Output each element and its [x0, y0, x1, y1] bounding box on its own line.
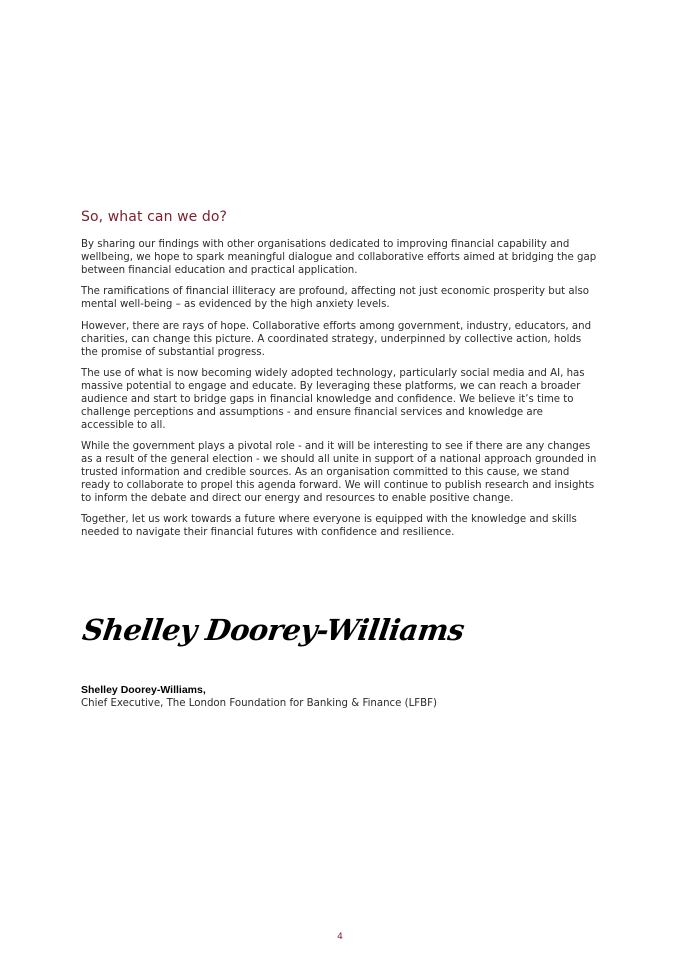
- signer-role: Chief Executive, The London Foundation for Banking & Finance (LFBF): [81, 698, 437, 709]
- page-number: 4: [337, 932, 343, 942]
- signer-name: Shelley Doorey-Williams,: [81, 684, 206, 696]
- paragraph-4: The use of what is now becoming widely adopted technology, particularly social media and AI, has massive potential to engage and educate. By leveraging these platforms, we can reach a broader audience and start to bridge gaps in financial knowledge and confidence. We believe it’s time to challenge perceptions and assumptions - and ensure financial services and knowledge are accessible to all.: [81, 368, 585, 431]
- main-content: [81, 208, 597, 549]
- paragraph-5: While the government plays a pivotal role - and it will be interesting to see if there are any changes as a result of the general election - we should all unite in support of a national approach grounded in trusted information and credible sources. As an organisation committed to this cause, we stand ready to collaborate to propel this agenda forward. We will continue to publish research and insights to inform the debate and direct our energy and resources to enable positive change.: [81, 441, 597, 504]
- paragraph-2: The ramifications of financial illiteracy are profound, affecting not just economic prosperity but also mental well-being – as evidenced by the high anxiety levels.: [81, 286, 590, 311]
- handwritten-signature: Shelley Doorey-Williams: [80, 613, 467, 647]
- section-heading: So, what can we do?: [81, 209, 228, 225]
- paragraph-6: Together, let us work towards a future where everyone is equipped with the knowledge and skills needed to navigate their financial futures with confidence and resilience.: [81, 514, 577, 539]
- signer-block: [81, 684, 601, 710]
- paragraph-1: By sharing our findings with other organisations dedicated to improving financial capability and wellbeing, we hope to spark meaningful dialogue and collaborative efforts aimed at bridging the gap between financial education and practical application.: [81, 239, 597, 276]
- paragraph-3: However, there are rays of hope. Collaborative efforts among government, industry, educators, and charities, can change this picture. A coordinated strategy, underpinned by collective action, holds the promise of substantial progress.: [81, 320, 592, 358]
